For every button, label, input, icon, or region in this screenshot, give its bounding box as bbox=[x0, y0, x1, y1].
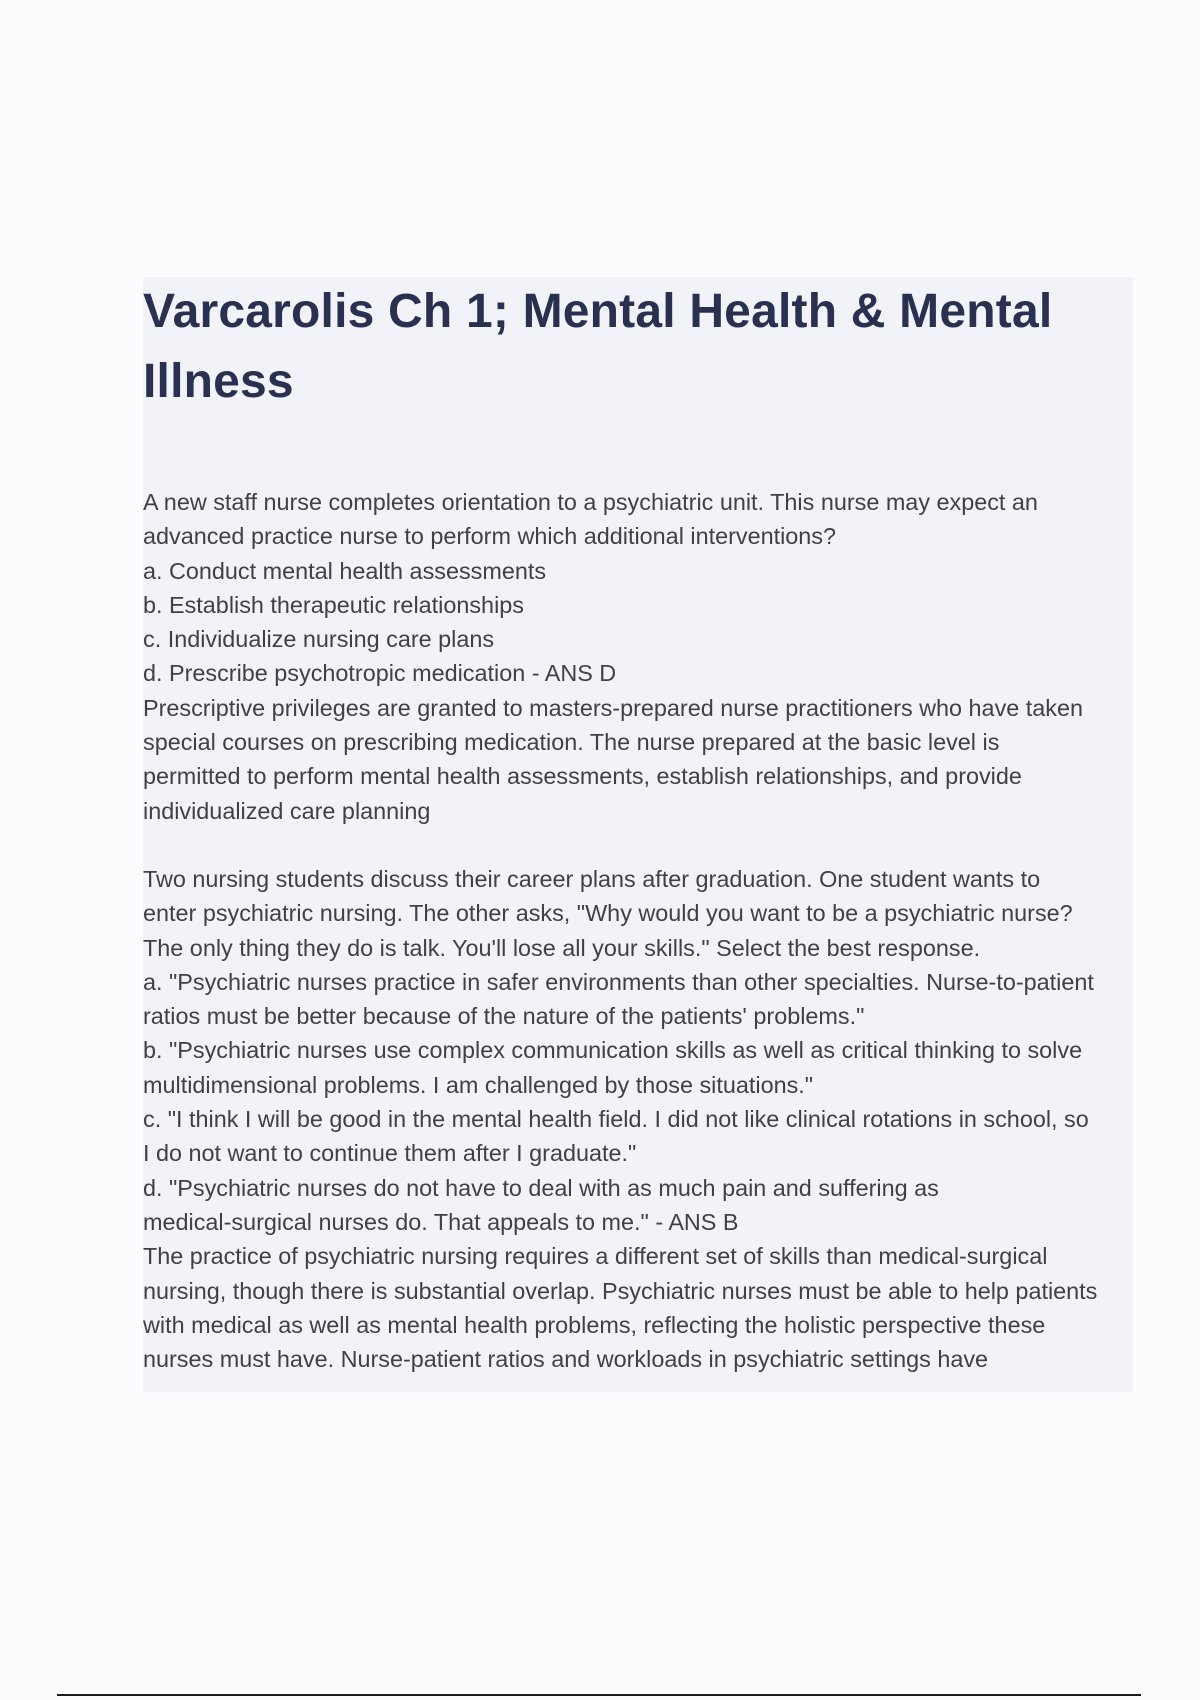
answer-option-a: a. "Psychiatric nurses practice in safer environments than other specialties. Nurse-to-patient bbox=[143, 968, 1094, 995]
rationale-line: nurses must have. Nurse-patient ratios and workloads in psychiatric settings have bbox=[143, 1346, 989, 1373]
answer-option-d: d. "Psychiatric nurses do not have to deal with as much pain and suffering as bbox=[143, 1174, 939, 1201]
answer-option-c: c. "I think I will be good in the mental health field. I did not like clinical rotations in school, so bbox=[143, 1106, 1089, 1133]
rationale-line: permitted to perform mental health assessments, establish relationships, and provide bbox=[143, 763, 1022, 790]
question-block-1 bbox=[143, 485, 1138, 828]
rationale-line: nursing, though there is substantial overlap. Psychiatric nurses must be able to help patients bbox=[143, 1277, 1098, 1304]
question-stem-line: The only thing they do is talk. You'll lose all your skills." Select the best response. bbox=[143, 934, 981, 961]
bottom-divider bbox=[57, 1694, 1141, 1696]
question-stem-line: A new staff nurse completes orientation to a psychiatric unit. This nurse may expect an bbox=[143, 489, 1038, 515]
question-stem-line: advanced practice nurse to perform which additional interventions? bbox=[143, 523, 837, 550]
answer-option-a: a. Conduct mental health assessments bbox=[143, 557, 547, 584]
rationale-line: Prescriptive privileges are granted to masters-prepared nurse practitioners who have taken bbox=[143, 694, 1083, 721]
answer-option-a: ratios must be better because of the nature of the patients' problems." bbox=[143, 1003, 865, 1030]
document-title: Varcarolis Ch 1; Mental Health & Mental Illness bbox=[143, 285, 1053, 408]
answer-option-c: c. Individualize nursing care plans bbox=[143, 626, 495, 653]
document-body bbox=[143, 485, 1138, 1410]
rationale-line: individualized care planning bbox=[143, 797, 431, 824]
answer-option-d: d. Prescribe psychotropic medication - ANS D bbox=[143, 660, 617, 687]
answer-option-d: medical-surgical nurses do. That appeals to me." - ANS B bbox=[143, 1208, 739, 1235]
rationale-line: The practice of psychiatric nursing requires a different set of skills than medical-surgical bbox=[143, 1243, 1048, 1270]
answer-option-b: multidimensional problems. I am challenged by those situations." bbox=[143, 1071, 814, 1098]
question-stem-line: Two nursing students discuss their career plans after graduation. One student wants to bbox=[143, 865, 1041, 892]
question-stem-line: enter psychiatric nursing. The other asks, "Why would you want to be a psychiatric nurse? bbox=[143, 900, 1073, 927]
answer-option-b: b. Establish therapeutic relationships bbox=[143, 591, 524, 618]
question-block-2 bbox=[143, 862, 1138, 1376]
rationale-line: special courses on prescribing medication. The nurse prepared at the basic level is bbox=[143, 729, 1000, 756]
answer-option-b: b. "Psychiatric nurses use complex communication skills as well as critical thinking to solve bbox=[143, 1037, 1083, 1064]
answer-option-c: I do not want to continue them after I graduate." bbox=[143, 1140, 637, 1167]
rationale-line: with medical as well as mental health problems, reflecting the holistic perspective these bbox=[143, 1311, 1046, 1338]
